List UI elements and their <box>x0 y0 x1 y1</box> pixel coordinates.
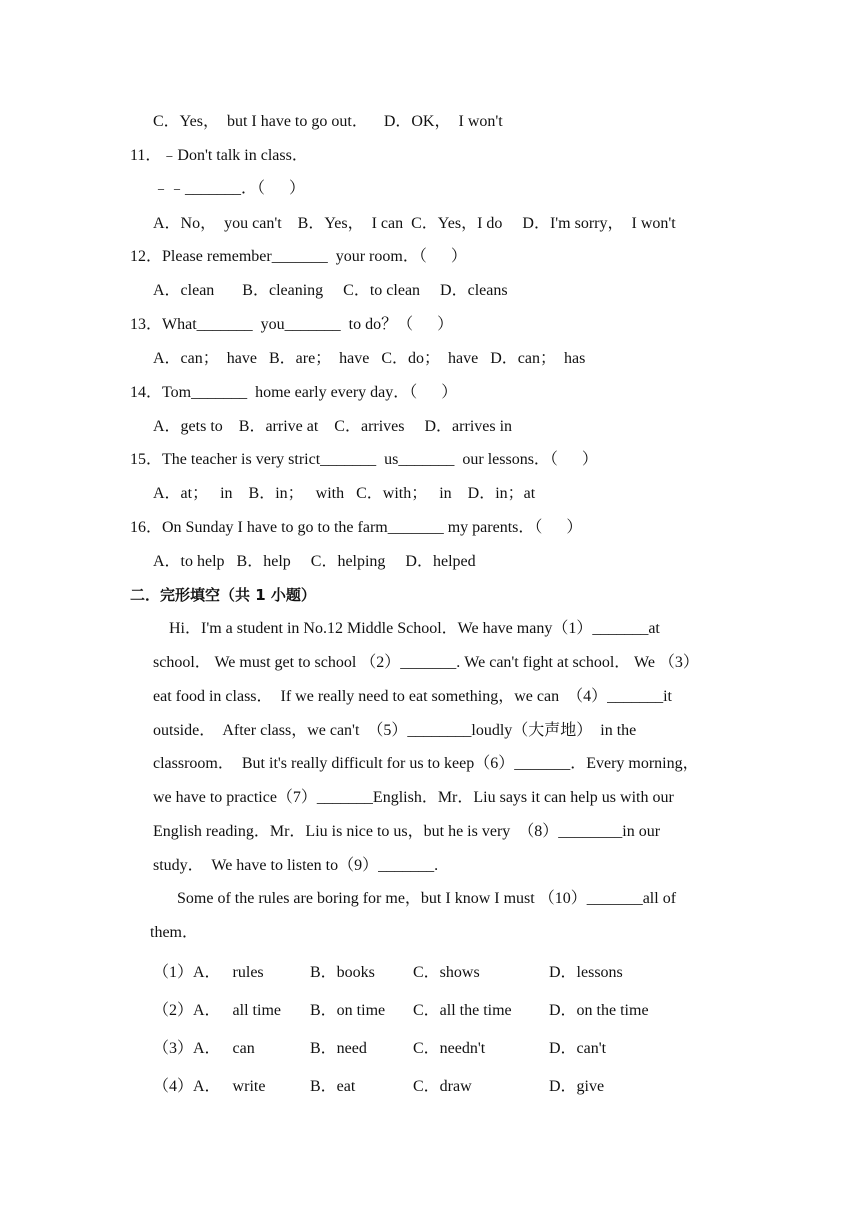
q12-stem: 12．Please remember_______ your room．（ ） <box>130 248 467 265</box>
choice-c: C．all the time <box>413 1002 512 1019</box>
choice-c: C．draw <box>413 1078 472 1095</box>
choice-a: A． write <box>193 1078 266 1095</box>
passage-line-6: we have to practice（7）_______English．Mr．Liu says it can help us with our <box>153 789 674 806</box>
choice-d: D．give <box>549 1078 605 1095</box>
choice-a: A． rules <box>193 964 264 981</box>
q15-options: A．at； in B．in； with C．with； in D．in；at <box>153 485 536 502</box>
passage-line-5: classroom． But it's really difficult for us to keep（6）_______．Every morning， <box>153 755 699 772</box>
q14-stem: 14．Tom_______ home early every day．（ ） <box>130 384 458 401</box>
passage-line-9: Some of the rules are boring for me，but I know I must （10）_______all of <box>153 890 677 907</box>
choice-num: （1） <box>153 964 194 981</box>
choice-d: D．can't <box>549 1040 607 1057</box>
q11-stem: 11．﹣Don't talk in class． <box>130 147 308 164</box>
passage-line-3: eat food in class． If we really need to eat something，we can （4）_______it <box>153 688 672 705</box>
passage-line-7: English reading．Mr．Liu is nice to us，but he is very （8）________in our <box>153 823 661 840</box>
q12-options: A．clean B．cleaning C．to clean D．cleans <box>153 282 508 299</box>
choice-num: （4） <box>153 1078 194 1095</box>
choice-num: （2） <box>153 1002 194 1019</box>
choice-b: B．on time <box>310 1002 386 1019</box>
choice-num: （3） <box>153 1040 194 1057</box>
choice-b: B．eat <box>310 1078 356 1095</box>
passage-line-10: them． <box>150 924 198 941</box>
q16-options: A．to help B．help C．helping D．helped <box>153 553 476 570</box>
choice-a: A． all time <box>193 1002 281 1019</box>
q11-blank: ﹣﹣_______．（ ） <box>153 180 306 197</box>
choice-d: D．lessons <box>549 964 623 981</box>
choice-c: C．needn't <box>413 1040 486 1057</box>
choice-row-2 <box>153 997 753 1017</box>
choice-a: A． can <box>193 1040 255 1057</box>
q13-options: A．can； have B．are； have C．do； have D．can； has <box>153 350 586 367</box>
choice-row-1 <box>153 959 753 979</box>
choice-d: D．on the time <box>549 1002 649 1019</box>
passage-line-1: Hi．I'm a student in No.12 Middle School．We have many（1）_______at <box>153 620 660 637</box>
q15-stem: 15．The teacher is very strict_______ us_______ our lessons．（ ） <box>130 451 598 468</box>
choice-b: B．books <box>310 964 375 981</box>
choice-row-3 <box>153 1035 753 1055</box>
q10-options-cd: C．Yes， but I have to go out． D．OK， I won't <box>153 113 503 130</box>
q13-stem: 13．What_______ you_______ to do？（ ） <box>130 316 454 333</box>
passage-line-4: outside． After class，we can't （5）________loudly（大声地） in the <box>153 722 637 739</box>
q16-stem: 16．On Sunday I have to go to the farm_______ my parents．（ ） <box>130 519 583 536</box>
q11-options: A．No， you can't B．Yes， I can C．Yes，I do D．I'm sorry， I won't <box>153 215 676 232</box>
q14-options: A．gets to B．arrive at C．arrives D．arrives in <box>153 418 513 435</box>
choice-b: B．need <box>310 1040 367 1057</box>
passage-line-2: school． We must get to school （2）_______. We can't fight at school． We （3） <box>153 654 699 671</box>
choice-row-4 <box>153 1073 753 1093</box>
section-title: 二．完形填空（共 1 小题） <box>130 586 316 604</box>
choice-c: C．shows <box>413 964 480 981</box>
passage-line-8: study． We have to listen to（9）_______. <box>153 857 439 874</box>
